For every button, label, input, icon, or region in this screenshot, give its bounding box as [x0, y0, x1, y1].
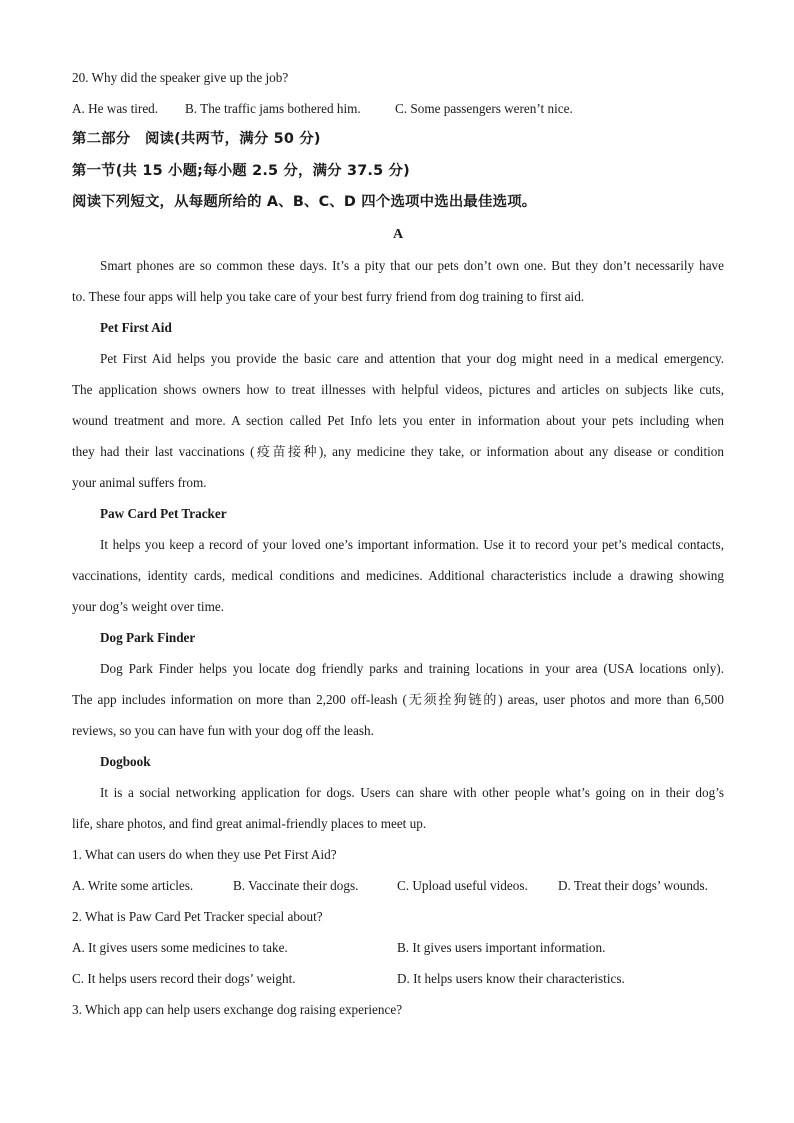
- paragraph-line: they had their last vaccinations (疫苗接种), any medicine they take, or information about any disease or condition: [72, 443, 724, 459]
- part2-section1-heading: 第一节(共 15 小题;每小题 2.5 分，满分 37.5 分): [72, 162, 410, 179]
- reading-instruction: 阅读下列短文，从每题所给的 A、B、C、D 四个选项中选出最佳选项。: [72, 194, 537, 210]
- intro-line: to. These four apps will help you take care of your best furry friend from dog training to first aid.: [72, 288, 585, 304]
- paragraph-line: vaccinations, identity cards, medical conditions and medicines. Additional characteristics include a drawing showing: [72, 567, 724, 583]
- q20-option-a: A. He was tired.: [72, 101, 159, 116]
- app-paragraph-dog-park-finder: [72, 653, 724, 746]
- q20-question: 20. Why did the speaker give up the job?: [72, 70, 289, 85]
- q2-options-row1: [72, 932, 724, 963]
- q1-option-b: B. Vaccinate their dogs.: [233, 877, 359, 893]
- q20-option-b: B. The traffic jams bothered him.: [185, 101, 361, 116]
- paragraph-line: The app includes information on more than 2,200 off-leash (无须拴狗链的) areas, user photos and more than 6,500: [72, 691, 724, 707]
- q2-option-b: B. It gives users important information.: [397, 939, 606, 955]
- app-heading-paw-card: Paw Card Pet Tracker: [100, 505, 227, 521]
- q2-option-a: A. It gives users some medicines to take.: [72, 939, 288, 955]
- paragraph-line: reviews, so you can have fun with your dog off the leash.: [72, 722, 374, 738]
- q2-option-d: D. It helps users know their characteristics.: [397, 970, 625, 986]
- app-heading-dogbook: Dogbook: [100, 753, 151, 769]
- q20-options: [72, 93, 724, 124]
- q1-options: [72, 870, 724, 901]
- paragraph-line: Dog Park Finder helps you locate dog friendly parks and training locations in your area (USA locations only).: [100, 660, 724, 676]
- paragraph-line: your animal suffers from.: [72, 474, 207, 490]
- paragraph-line: It is a social networking application for dogs. Users can share with other people what’s going on in their dog’s: [100, 784, 724, 800]
- q2-options-row2: [72, 963, 724, 994]
- paragraph-line: life, share photos, and find great animal-friendly places to meet up.: [72, 815, 427, 831]
- q3-question: 3. Which app can help users exchange dog raising experience?: [72, 1001, 403, 1017]
- passage-label: A: [392, 226, 404, 242]
- app-paragraph-pet-first-aid: [72, 343, 724, 498]
- q2-option-c: C. It helps users record their dogs’ weight.: [72, 970, 296, 986]
- q1-option-c: C. Upload useful videos.: [397, 877, 528, 893]
- q2-question: 2. What is Paw Card Pet Tracker special about?: [72, 908, 323, 924]
- q1-option-a: A. Write some articles.: [72, 877, 194, 893]
- paragraph-line: It helps you keep a record of your loved one’s important information. Use it to record your pet’s medical contacts,: [100, 536, 724, 552]
- intro-line: Smart phones are so common these days. It’s a pity that our pets don’t own one. But they don’t necessarily have: [100, 257, 724, 273]
- document-body: [72, 62, 724, 1025]
- q1-question: 1. What can users do when they use Pet First Aid?: [72, 846, 337, 862]
- paragraph-line: Pet First Aid helps you provide the basic care and attention that your dog might need in a medical emergency.: [100, 350, 724, 366]
- q1-option-d: D. Treat their dogs’ wounds.: [558, 877, 708, 893]
- app-heading-pet-first-aid: Pet First Aid: [100, 319, 172, 335]
- part2-heading: 第二部分 阅读(共两节，满分 50 分): [72, 131, 321, 147]
- app-paragraph-paw-card: [72, 529, 724, 622]
- paragraph-line: The application shows owners how to treat illnesses with helpful videos, pictures and articles on subjects like cuts,: [72, 381, 724, 397]
- app-paragraph-dogbook: [72, 777, 724, 839]
- app-heading-dog-park-finder: Dog Park Finder: [100, 629, 196, 645]
- passage-intro: [72, 250, 724, 312]
- paragraph-line: wound treatment and more. A section called Pet Info lets you enter in information about your pets including when: [72, 412, 724, 428]
- paragraph-line: your dog’s weight over time.: [72, 598, 224, 614]
- q20-option-c: C. Some passengers weren’t nice.: [395, 101, 573, 116]
